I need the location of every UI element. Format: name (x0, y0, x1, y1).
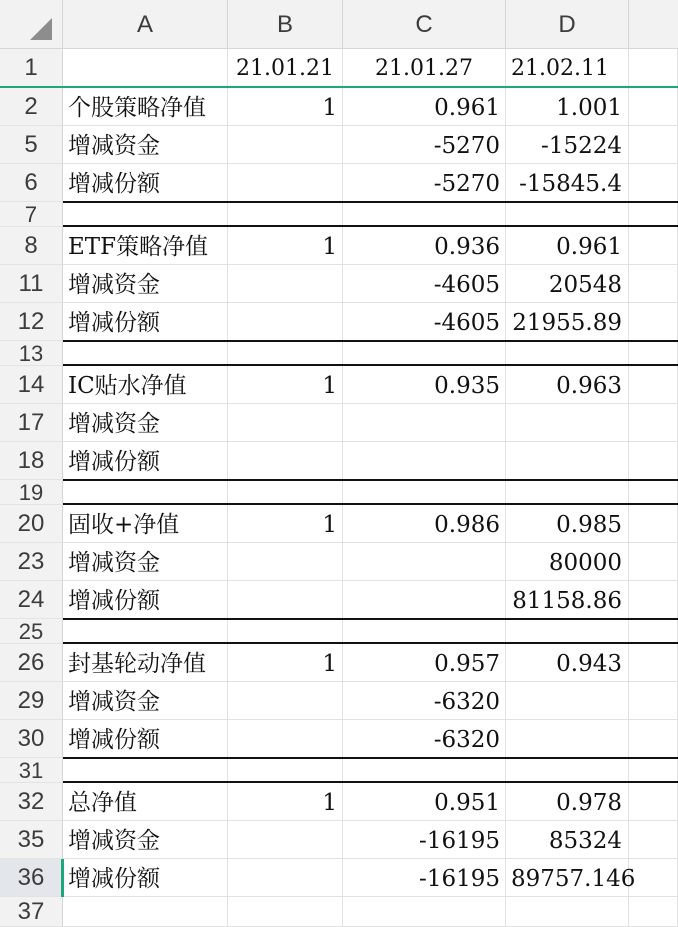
row-number[interactable]: 19 (0, 480, 63, 505)
value-cell[interactable]: 0.936 (343, 227, 506, 265)
label-cell[interactable]: 增减资金 (63, 265, 228, 303)
value-cell[interactable]: -16195 (343, 859, 506, 897)
value-cell[interactable]: 0.985 (506, 505, 629, 543)
value-cell[interactable]: 1 (228, 366, 343, 404)
row-number[interactable]: 31 (0, 758, 63, 783)
empty-cell[interactable] (629, 505, 678, 543)
value-cell[interactable] (343, 202, 506, 227)
select-all-triangle-icon (30, 18, 52, 40)
value-cell[interactable] (506, 682, 629, 720)
label-cell[interactable] (63, 341, 228, 366)
value-cell[interactable] (228, 126, 343, 164)
value-cell[interactable] (228, 619, 343, 644)
row-number[interactable]: 6 (0, 164, 63, 202)
value-cell[interactable]: 1 (228, 783, 343, 821)
active-cell-indicator (61, 859, 64, 897)
value-cell[interactable]: 20548 (506, 265, 629, 303)
row-number[interactable]: 7 (0, 202, 63, 227)
value-cell[interactable]: -16195 (343, 821, 506, 859)
value-cell[interactable]: 21955.89 (506, 303, 629, 341)
section-border (63, 618, 678, 620)
row-number[interactable]: 2 (0, 88, 63, 126)
value-cell[interactable]: 1 (228, 644, 343, 682)
empty-cell[interactable] (629, 644, 678, 682)
empty-cell[interactable] (629, 783, 678, 821)
value-cell[interactable]: 0.935 (343, 366, 506, 404)
value-cell[interactable] (343, 897, 506, 927)
value-cell[interactable] (228, 404, 343, 442)
label-cell[interactable]: IC贴水净值 (63, 366, 228, 404)
value-cell[interactable]: 0.978 (506, 783, 629, 821)
label-cell[interactable]: 增减份额 (63, 859, 228, 897)
row-number[interactable]: 24 (0, 581, 63, 619)
empty-cell[interactable] (629, 619, 678, 644)
column-header-c[interactable]: C (343, 0, 506, 48)
empty-cell[interactable] (629, 366, 678, 404)
label-cell[interactable]: 封基轮动净值 (63, 644, 228, 682)
empty-cell[interactable] (629, 303, 678, 341)
label-cell[interactable]: ETF策略净值 (63, 227, 228, 265)
row-number[interactable]: 32 (0, 783, 63, 821)
value-cell[interactable]: 1.001 (506, 88, 629, 126)
value-cell[interactable] (228, 202, 343, 227)
label-cell[interactable]: 增减份额 (63, 303, 228, 341)
select-all-corner[interactable] (0, 0, 63, 48)
date-header-cell[interactable]: 21.02.11 (506, 49, 629, 87)
value-cell[interactable]: 81158.86 (506, 581, 629, 619)
value-cell[interactable]: -4605 (343, 303, 506, 341)
column-header-a[interactable]: A (63, 0, 228, 48)
row-number[interactable]: 14 (0, 366, 63, 404)
section-border (63, 201, 678, 203)
value-cell[interactable]: 0.943 (506, 644, 629, 682)
value-cell[interactable] (343, 543, 506, 581)
column-header-d[interactable]: D (506, 0, 629, 48)
label-cell[interactable]: 固收+净值 (63, 505, 228, 543)
empty-cell[interactable] (629, 543, 678, 581)
row-number[interactable]: 29 (0, 682, 63, 720)
cell-a1[interactable] (63, 49, 228, 87)
value-cell[interactable] (506, 341, 629, 366)
cell-e1[interactable] (629, 49, 678, 87)
label-cell[interactable]: 总净值 (63, 783, 228, 821)
value-cell[interactable]: -15845.4 (506, 164, 629, 202)
section-border (63, 340, 678, 342)
date-header-cell[interactable]: 21.01.27 (343, 49, 506, 87)
empty-cell[interactable] (629, 88, 678, 126)
value-cell[interactable] (506, 897, 629, 927)
row-number[interactable]: 13 (0, 341, 63, 366)
value-cell[interactable]: -6320 (343, 682, 506, 720)
value-cell[interactable]: -4605 (343, 265, 506, 303)
value-cell[interactable] (228, 341, 343, 366)
label-cell[interactable] (63, 480, 228, 505)
column-header-b[interactable]: B (228, 0, 343, 48)
empty-cell[interactable] (629, 897, 678, 927)
value-cell[interactable]: -6320 (343, 720, 506, 758)
value-cell[interactable]: -5270 (343, 126, 506, 164)
empty-cell[interactable] (629, 581, 678, 619)
row-number[interactable]: 23 (0, 543, 63, 581)
row-number[interactable]: 5 (0, 126, 63, 164)
value-cell[interactable] (343, 581, 506, 619)
value-cell[interactable]: 0.963 (506, 366, 629, 404)
value-cell[interactable] (343, 619, 506, 644)
label-cell[interactable]: 个股策略净值 (63, 88, 228, 126)
date-header-cell[interactable]: 21.01.21 (228, 49, 343, 87)
label-cell[interactable]: 增减份额 (63, 581, 228, 619)
row-number[interactable]: 35 (0, 821, 63, 859)
label-cell[interactable]: 增减份额 (63, 720, 228, 758)
value-cell[interactable] (343, 341, 506, 366)
value-cell[interactable] (506, 480, 629, 505)
row-number[interactable]: 12 (0, 303, 63, 341)
label-cell[interactable]: 增减资金 (63, 126, 228, 164)
empty-cell[interactable] (629, 480, 678, 505)
value-cell[interactable] (228, 265, 343, 303)
value-cell[interactable]: 0.986 (343, 505, 506, 543)
value-cell[interactable] (343, 758, 506, 783)
value-cell[interactable] (506, 619, 629, 644)
label-cell[interactable]: 增减份额 (63, 164, 228, 202)
value-cell[interactable] (506, 202, 629, 227)
value-cell[interactable] (228, 480, 343, 505)
label-cell[interactable] (63, 897, 228, 927)
value-cell[interactable]: 0.957 (343, 644, 506, 682)
value-cell[interactable] (228, 543, 343, 581)
empty-cell[interactable] (629, 859, 678, 897)
value-cell[interactable] (506, 720, 629, 758)
value-cell[interactable] (228, 682, 343, 720)
row-number[interactable]: 18 (0, 442, 63, 480)
value-cell[interactable]: 1 (228, 227, 343, 265)
value-cell[interactable]: 0.961 (506, 227, 629, 265)
value-cell[interactable] (228, 758, 343, 783)
empty-cell[interactable] (629, 164, 678, 202)
value-cell[interactable]: 80000 (506, 543, 629, 581)
row-number[interactable]: 11 (0, 265, 63, 303)
row-number[interactable]: 37 (0, 897, 63, 927)
value-cell[interactable] (343, 442, 506, 480)
empty-cell[interactable] (629, 126, 678, 164)
row-number[interactable]: 25 (0, 619, 63, 644)
row-number[interactable]: 36 (0, 859, 63, 897)
value-cell[interactable]: -5270 (343, 164, 506, 202)
value-cell[interactable] (343, 480, 506, 505)
label-cell[interactable]: 增减资金 (63, 543, 228, 581)
value-cell[interactable] (506, 758, 629, 783)
value-cell[interactable] (228, 821, 343, 859)
row-number[interactable]: 8 (0, 227, 63, 265)
empty-cell[interactable] (629, 202, 678, 227)
value-cell[interactable]: 0.951 (343, 783, 506, 821)
row-number[interactable]: 26 (0, 644, 63, 682)
value-cell[interactable]: 85324 (506, 821, 629, 859)
empty-cell[interactable] (629, 758, 678, 783)
empty-cell[interactable] (629, 227, 678, 265)
empty-cell[interactable] (629, 404, 678, 442)
value-cell[interactable]: 89757.146 (506, 859, 629, 897)
value-cell[interactable] (228, 164, 343, 202)
row-number[interactable]: 1 (0, 49, 63, 87)
section-border (63, 479, 678, 481)
label-cell[interactable]: 增减资金 (63, 682, 228, 720)
value-cell[interactable] (228, 303, 343, 341)
value-cell[interactable] (228, 720, 343, 758)
value-cell[interactable] (228, 581, 343, 619)
section-border (63, 757, 678, 759)
empty-cell[interactable] (629, 341, 678, 366)
label-cell[interactable] (63, 202, 228, 227)
label-cell[interactable]: 增减资金 (63, 404, 228, 442)
row-number[interactable]: 17 (0, 404, 63, 442)
value-cell[interactable] (506, 404, 629, 442)
value-cell[interactable]: 1 (228, 505, 343, 543)
value-cell[interactable] (228, 897, 343, 927)
label-cell[interactable]: 增减资金 (63, 821, 228, 859)
empty-cell[interactable] (629, 442, 678, 480)
value-cell[interactable]: -15224 (506, 126, 629, 164)
value-cell[interactable] (343, 404, 506, 442)
value-cell[interactable]: 1 (228, 88, 343, 126)
value-cell[interactable] (228, 442, 343, 480)
value-cell[interactable] (228, 859, 343, 897)
row-number[interactable]: 30 (0, 720, 63, 758)
label-cell[interactable] (63, 758, 228, 783)
empty-cell[interactable] (629, 265, 678, 303)
value-cell[interactable] (506, 442, 629, 480)
empty-cell[interactable] (629, 682, 678, 720)
row-number[interactable]: 20 (0, 505, 63, 543)
value-cell[interactable]: 0.961 (343, 88, 506, 126)
empty-cell[interactable] (629, 821, 678, 859)
label-cell[interactable]: 增减份额 (63, 442, 228, 480)
label-cell[interactable] (63, 619, 228, 644)
empty-cell[interactable] (629, 720, 678, 758)
